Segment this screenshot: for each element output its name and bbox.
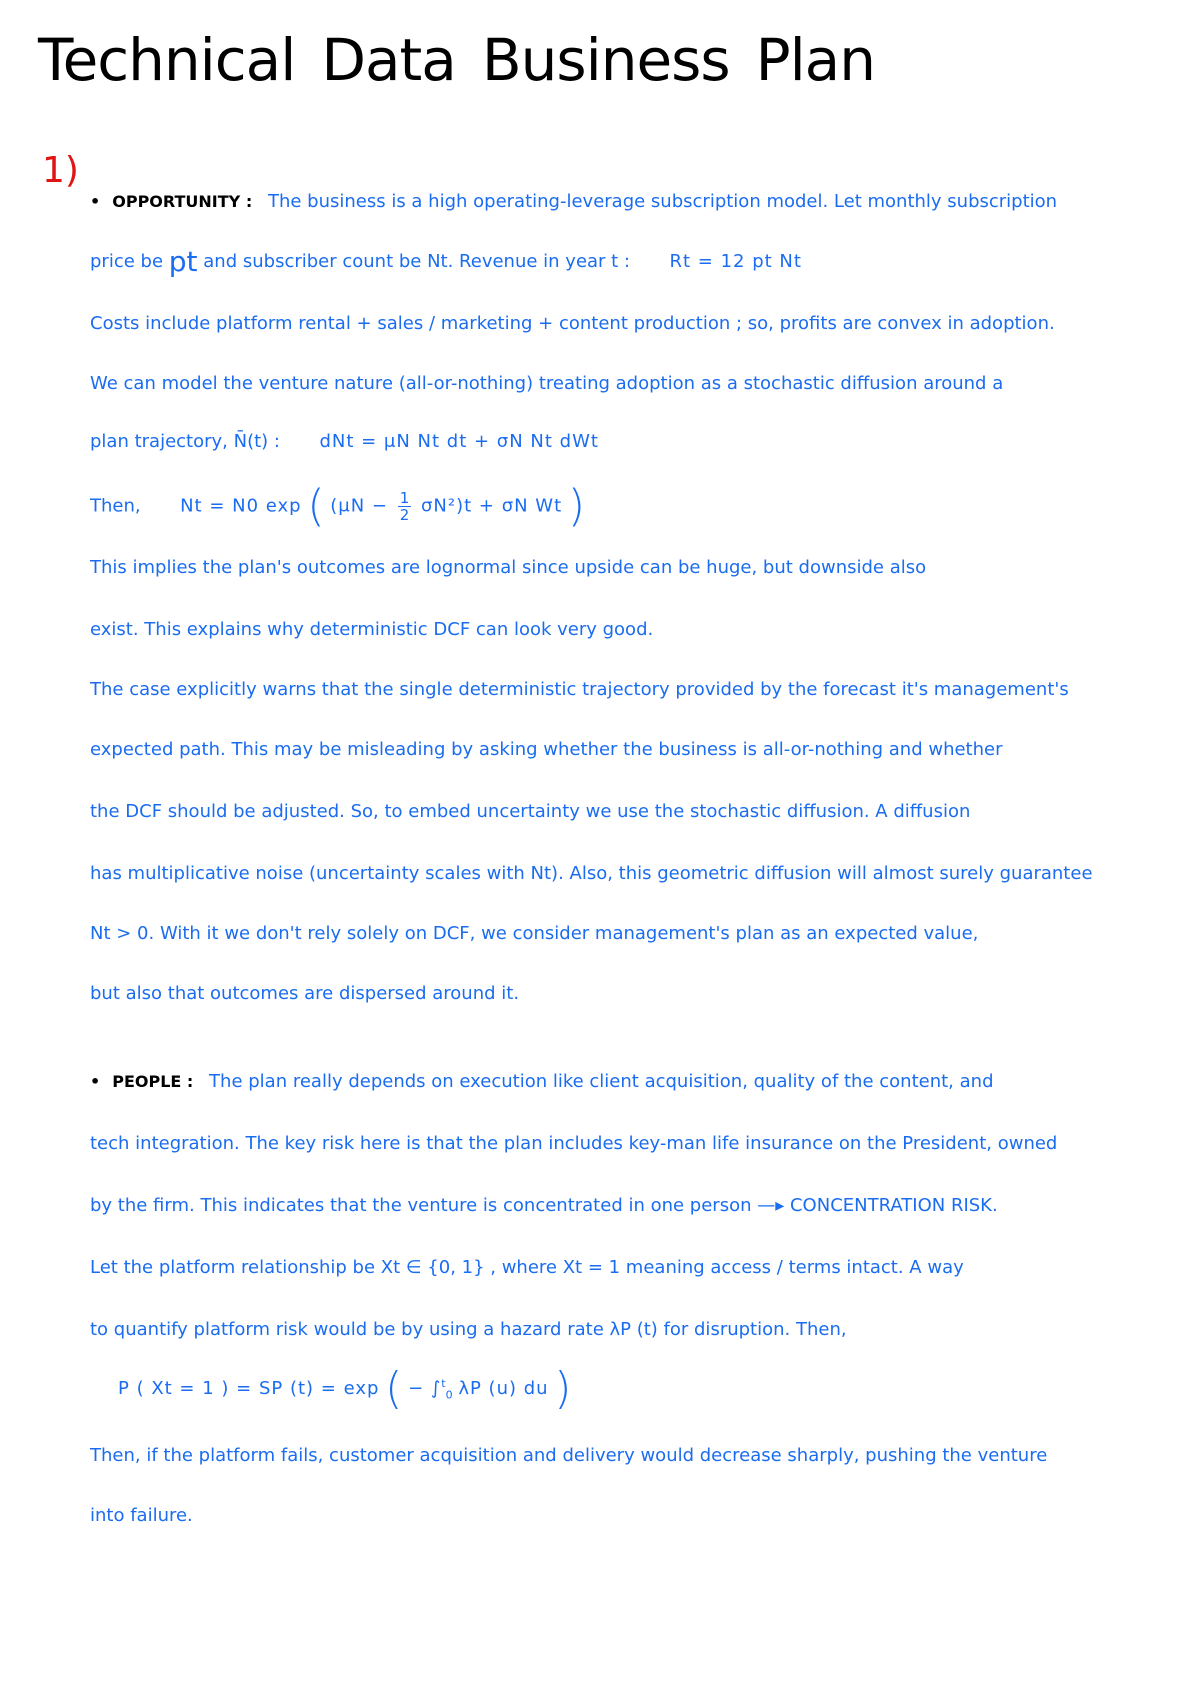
title-word: Data <box>321 26 456 94</box>
opportunity-line-12: has multiplicative noise (uncertainty scales with Nt). Also, this geometric diffusion will almost surely guarantee <box>90 863 1093 884</box>
solution-formula-part: (μN − <box>330 495 388 517</box>
solution-formula: Nt = N0 exp <box>180 495 302 517</box>
opportunity-line-3: Costs include platform rental + sales / marketing + content production ; so, profits are convex in adoption. <box>90 313 1055 334</box>
opportunity-line-9: The case explicitly warns that the single deterministic trajectory provided by the forecast it's management's <box>90 679 1069 700</box>
people-formula-line <box>118 1363 572 1414</box>
title-word: Business <box>481 26 730 94</box>
text-fragment: Then, <box>90 495 141 517</box>
fraction-numerator: 1 <box>399 489 410 507</box>
text-fragment: price be <box>90 251 164 272</box>
people-line-5: to quantify platform risk would be by using a hazard rate λP (t) for disruption. Then, <box>90 1319 847 1340</box>
price-symbol: pt <box>168 245 198 278</box>
people-heading: • PEOPLE : <box>90 1072 194 1091</box>
people-line-2: tech integration. The key risk here is that the plan includes key-man life insurance on the President, owned <box>90 1133 1058 1154</box>
close-paren: ) <box>567 480 586 532</box>
opportunity-line-4: We can model the venture nature (all-or-nothing) treating adoption as a stochastic diffusion around a <box>90 373 1004 394</box>
opportunity-line-1 <box>90 190 1057 214</box>
people-line-1 <box>90 1070 994 1094</box>
opportunity-line-8: exist. This explains why deterministic DCF can look very good. <box>90 619 654 640</box>
opportunity-line-13: Nt > 0. With it we don't rely solely on DCF, we consider management's plan as an expected value, <box>90 923 979 944</box>
people-line-3: by the firm. This indicates that the venture is concentrated in one person —▸ CONCENTRATION RISK. <box>90 1195 998 1216</box>
close-paren: ) <box>554 1363 572 1414</box>
people-line-6: Then, if the platform fails, customer acquisition and delivery would decrease sharply, pushing the venture <box>90 1445 1048 1466</box>
section-number: 1) <box>42 150 79 191</box>
integral-sign: − ∫ <box>408 1378 442 1399</box>
text-fragment: plan trajectory, N̄(t) : <box>90 431 280 452</box>
fraction <box>398 490 412 523</box>
integrand: λP (u) du <box>458 1378 549 1399</box>
people-line-4: Let the platform relationship be Xt ∈ {0, 1} , where Xt = 1 meaning access / terms intact. A way <box>90 1257 964 1278</box>
integral-upper-limit: t <box>441 1377 446 1390</box>
open-paren: ( <box>385 1363 403 1414</box>
opportunity-line-2 <box>90 245 802 278</box>
opportunity-line-10: expected path. This may be misleading by asking whether the business is all-or-nothing and whether <box>90 739 1003 760</box>
people-text: The plan really depends on execution like client acquisition, quality of the content, and <box>209 1071 994 1092</box>
page-title <box>38 26 901 94</box>
fraction-denominator: 2 <box>399 506 410 524</box>
solution-formula-part: σN²)t + σN Wt <box>421 495 563 517</box>
opportunity-line-11: the DCF should be adjusted. So, to embed uncertainty we use the stochastic diffusion. A diffusion <box>90 801 971 822</box>
survival-formula: P ( Xt = 1 ) = SP (t) = exp <box>118 1378 380 1399</box>
integral-lower-limit: 0 <box>445 1388 453 1402</box>
revenue-formula: Rt = 12 pt Nt <box>669 251 802 272</box>
title-word: Plan <box>755 26 875 94</box>
text-fragment: and subscriber count be Nt. Revenue in year t : <box>203 251 631 272</box>
opportunity-text: The business is a high operating-leverage subscription model. Let monthly subscription <box>267 191 1058 212</box>
opportunity-heading: • OPPORTUNITY : <box>90 192 253 211</box>
opportunity-line-6 <box>90 480 586 532</box>
opportunity-line-5 <box>90 430 599 454</box>
opportunity-line-14: but also that outcomes are dispersed around it. <box>90 983 520 1004</box>
open-paren: ( <box>307 480 325 532</box>
people-line-7: into failure. <box>90 1505 193 1526</box>
diffusion-equation: dNt = μN Nt dt + σN Nt dWt <box>319 431 599 452</box>
title-word: Technical <box>38 26 296 94</box>
opportunity-line-7: This implies the plan's outcomes are lognormal since upside can be huge, but downside also <box>90 557 927 578</box>
